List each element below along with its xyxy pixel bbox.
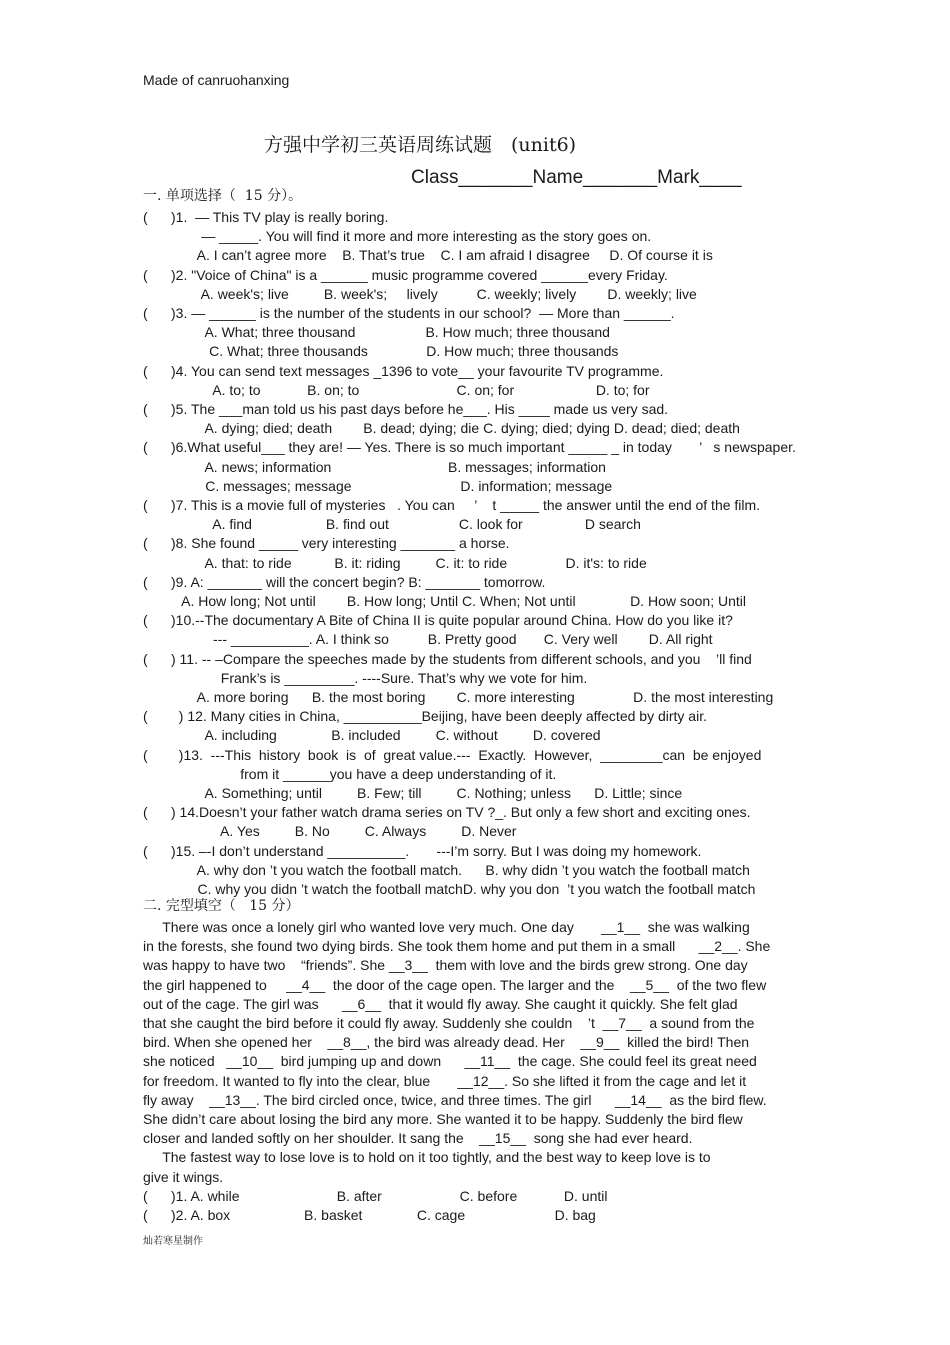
question-line: ( )7. This is a movie full of mysteries . You can ’ t _____ the answer until the end of the film.	[143, 497, 761, 513]
question-line: A. why don ’t you watch the football match. B. why didn ’t you watch the football match	[143, 861, 750, 878]
page-footer: 灿若寒星制作	[143, 1236, 203, 1247]
question-line: ( ) 12. Many cities in China, __________Beijing, have been deeply affected by dirty air.	[143, 708, 707, 725]
passage-line: There was once a lonely girl who wanted love very much. One day __1__ she was walking	[143, 919, 750, 935]
question-line: --- __________. A. I think so B. Pretty good C. Very well D. All right	[143, 631, 713, 648]
passage-line: closer and landed softly on her shoulder. It sang the __15__ song she had ever heard.	[143, 1130, 693, 1147]
cloze-option-line: ( )1. A. while B. after C. before D. until	[143, 1187, 608, 1204]
passage-line: out of the cage. The girl was __6__ that it would fly away. She caught it quickly. She felt glad	[143, 995, 738, 1012]
question-line: A. How long; Not until B. How long; Until C. When; Not until D. How soon; Until	[143, 593, 747, 609]
passage-line: she noticed __10__ bird jumping up and down __11__ the cage. She could feel its great need	[143, 1053, 757, 1070]
question-line: A. I can’t agree more B. That’s true C. I am afraid I disagree D. Of course it is	[143, 247, 713, 264]
page-header: Made of canruohanxing	[143, 72, 290, 88]
page-title: 方强中学初三英语周练试题 (unit6)	[264, 134, 577, 156]
passage-line: bird. When she opened her __8__, the bird was already dead. Her __9__ killed the bird! Then	[143, 1034, 750, 1051]
question-line: ( )1. — This TV play is really boring.	[143, 209, 389, 225]
question-line: A. dying; died; death B. dead; dying; die C. dying; died; dying D. dead; died; death	[143, 420, 740, 437]
section2-heading: 二. 完型填空（ 15 分）	[143, 898, 300, 914]
question-line: A. that: to ride B. it: riding C. it: to ride D. it's: to ride	[143, 554, 647, 571]
question-line: ( )9. A: _______ will the concert begin? B: _______ tomorrow.	[143, 573, 546, 590]
passage-line: fly away __13__. The bird circled once, twice, and three times. The girl __14__ as the bird flew.	[143, 1091, 767, 1108]
question-line: Frank’s is _________. ----Sure. That’s why we vote for him.	[143, 669, 588, 686]
question-line: A. news; information B. messages; information	[143, 458, 606, 475]
passage-line: She didn’t care about losing the bird any more. She wanted it to be happy. Suddenly the bird flew	[143, 1111, 743, 1127]
question-line: A. find B. find out C. look for D search	[143, 516, 641, 533]
passage-line: in the forests, she found two dying birds. She took them home and put them in a small __2__. She	[143, 938, 771, 955]
question-line: ( ) 11. -- –Compare the speeches made by the students from different schools, and you ’ll find	[143, 650, 752, 667]
passage-line: The fastest way to lose love is to hold on it too tightly, and the best way to keep love is to	[143, 1149, 711, 1166]
question-line: ( ) 14.Doesn’t your father watch drama series on TV ?_. But only a few short and exciting ones.	[143, 804, 751, 821]
question-line: A. including B. included C. without D. covered	[143, 727, 601, 744]
passage-line: was happy to have two “friends”. She __3__ them with love and the birds grew strong. One day	[143, 957, 748, 974]
passage-line: the girl happened to __4__ the door of the cage open. The larger and the __5__ of the two flew	[143, 976, 767, 993]
question-line: A. to; to B. on; to C. on; for D. to; for	[143, 381, 650, 398]
question-line: ( )13. ---This history book is of great value.--- Exactly. However, ________can be enjoyed	[143, 746, 762, 763]
question-line: A. What; three thousand B. How much; three thousand	[143, 324, 610, 341]
question-line: ( )10.--The documentary A Bite of China II is quite popular around China. How do you like it?	[143, 612, 733, 629]
question-line: ( )8. She found _____ very interesting _______ a horse.	[143, 535, 510, 552]
question-line: ( )3. — ______ is the number of the students in our school? — More than ______.	[143, 305, 675, 321]
question-line: A. more boring B. the most boring C. more interesting D. the most interesting	[143, 689, 774, 705]
question-line: ( )15. –-I don’t understand __________. ---I’m sorry. But I was doing my homework.	[143, 842, 702, 859]
section1-heading: 一. 单项选择（ 15 分）。	[143, 188, 303, 204]
question-line: ( )2. "Voice of China" is a ______ music programme covered ______every Friday.	[143, 266, 668, 283]
passage-line: give it wings.	[143, 1168, 224, 1185]
passage-line: that she caught the bird before it could fly away. Suddenly she couldn ’t __7__ a sound from the	[143, 1015, 755, 1031]
question-line: A. Something; until B. Few; till C. Nothing; unless D. Little; since	[143, 785, 683, 801]
student-info: Class_______Name_______Mark____	[411, 167, 742, 188]
question-line: C. why you didn ’t watch the football matchD. why you don ’t you watch the football match	[143, 881, 756, 897]
question-line: ( )5. The ___man told us his past days before he___. His ____ made us very sad.	[143, 401, 669, 417]
cloze-option-line: ( )2. A. box B. basket C. cage D. bag	[143, 1207, 596, 1223]
question-line: ( )4. You can send text messages _1396 to vote__ your favourite TV programme.	[143, 362, 664, 379]
question-line: — _____. You will find it more and more interesting as the story goes on.	[143, 228, 652, 245]
question-line: from it ______you have a deep understanding of it.	[143, 765, 557, 782]
passage-line: for freedom. It wanted to fly into the clear, blue __12__. So she lifted it from the cage and let it	[143, 1072, 747, 1089]
question-line: C. messages; message D. information; message	[143, 477, 613, 494]
question-line: A. Yes B. No C. Always D. Never	[143, 823, 517, 840]
question-line: ( )6.What useful___ they are! — Yes. There is so much important _____ _ in today ’ s newspaper.	[143, 439, 796, 456]
question-line: C. What; three thousands D. How much; three thousands	[143, 343, 619, 360]
question-line: A. week's; live B. week's; lively C. weekly; lively D. weekly; live	[143, 285, 697, 302]
